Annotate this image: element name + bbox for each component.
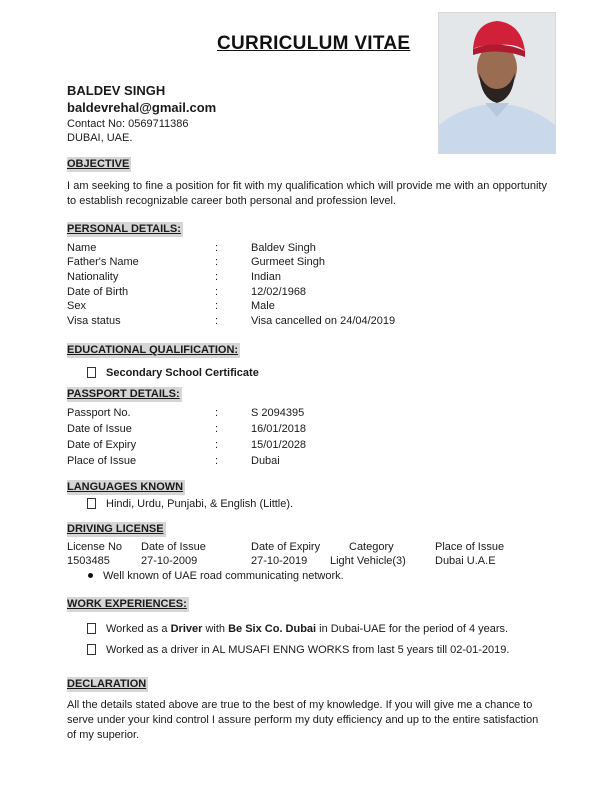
work-text-pre: Worked as a [106,623,171,635]
license-col-header: Category [349,541,394,553]
license-cell: 1503485 [67,555,110,567]
license-note [88,569,344,584]
candidate-email: baldevrehal@gmail.com [67,100,217,115]
field-label: Date of Birth [67,286,129,298]
license-value-row [67,554,537,569]
work-company: Be Six Co. Dubai [228,623,317,635]
profile-photo [438,12,556,154]
bullet-dot-icon [88,573,93,578]
passport-row [67,438,547,453]
languages-heading: LANGUAGES KNOWN [67,481,184,493]
passport-heading: PASSPORT DETAILS: [67,388,180,400]
field-value: 12/02/1968 [251,286,307,298]
personal-row [67,270,547,285]
license-cell: Light Vehicle(3) [330,555,406,567]
field-separator: : [215,242,219,254]
work-role: Driver [170,623,203,635]
declaration-heading: DECLARATION [67,678,147,690]
license-col-header: Date of Issue [141,541,206,553]
languages-text: Hindi, Urdu, Punjabi, & English (Little). [106,498,294,510]
work-text: Worked as a driver in AL MUSAFI ENNG WORKS from last 5 years till 02-01-2019. [106,644,510,656]
passport-row [67,406,547,421]
license-col-header: License No [67,541,123,553]
work-text-post: in Dubai-UAE for the period of 4 years. [316,623,509,635]
person-photo-icon [439,13,555,153]
work-item [87,622,508,637]
personal-details-heading: PERSONAL DETAILS: [67,223,181,235]
license-header-row [67,540,537,555]
passport-row [67,422,547,437]
checkbox-bullet-icon [87,644,96,655]
checkbox-bullet-icon [87,367,96,378]
personal-row [67,241,547,256]
field-separator: : [215,455,219,467]
field-value: Baldev Singh [251,242,316,254]
field-label: Date of Issue [67,423,132,435]
work-text-mid: with [202,623,229,635]
field-label: Place of Issue [67,455,137,467]
declaration-text: All the details stated above are true to the best of my knowledge. If you will give me a chance to serve under your kind control I assure perform my duty efficiency and up to the entire satisfaction of my superior. [67,699,539,741]
field-separator: : [215,256,219,268]
field-value: Dubai [251,455,280,467]
field-separator: : [215,286,219,298]
personal-row [67,255,547,270]
education-item [87,366,259,381]
field-value: 15/01/2028 [251,439,307,451]
field-label: Sex [67,300,86,312]
languages-item [87,497,293,512]
candidate-location: DUBAI, UAE. [67,132,133,144]
objective-heading: OBJECTIVE [67,158,130,170]
personal-row [67,314,547,329]
license-cell: Dubai U.A.E [435,555,496,567]
field-label: Date of Expiry [67,439,137,451]
license-cell: 27-10-2009 [141,555,198,567]
contact-number: Contact No: 0569711386 [67,118,189,130]
work-item [87,643,509,658]
field-label: Name [67,242,97,254]
objective-text: I am seeking to fine a position for fit with my qualification which will provide me with an opportunity to establish recognizable career both personal and profession level. [67,180,547,207]
personal-row [67,299,547,314]
personal-row [67,285,547,300]
field-separator: : [215,300,219,312]
work-experience-heading: WORK EXPERIENCES: [67,598,187,610]
field-label: Visa status [67,315,121,327]
checkbox-bullet-icon [87,623,96,634]
field-label: Passport No. [67,407,131,419]
field-label: Nationality [67,271,119,283]
education-text: Secondary School Certificate [106,367,259,379]
field-value: Visa cancelled on 24/04/2019 [251,315,396,327]
document-title: CURRICULUM VITAE [217,33,411,54]
candidate-name: BALDEV SINGH [67,83,166,98]
license-col-header: Place of Issue [435,541,505,553]
field-separator: : [215,315,219,327]
field-label: Father's Name [67,256,139,268]
education-heading: EDUCATIONAL QUALIFICATION: [67,344,239,356]
field-value: Gurmeet Singh [251,256,325,268]
license-col-header: Date of Expiry [251,541,321,553]
license-cell: 27-10-2019 [251,555,308,567]
license-note-text: Well known of UAE road communicating network. [103,570,344,582]
passport-row [67,454,547,469]
field-separator: : [215,423,219,435]
field-separator: : [215,439,219,451]
field-separator: : [215,407,219,419]
field-value: 16/01/2018 [251,423,307,435]
driving-license-heading: DRIVING LICENSE [67,523,164,535]
field-separator: : [215,271,219,283]
field-value: S 2094395 [251,407,305,419]
field-value: Male [251,300,275,312]
field-value: Indian [251,271,281,283]
checkbox-bullet-icon [87,498,96,509]
